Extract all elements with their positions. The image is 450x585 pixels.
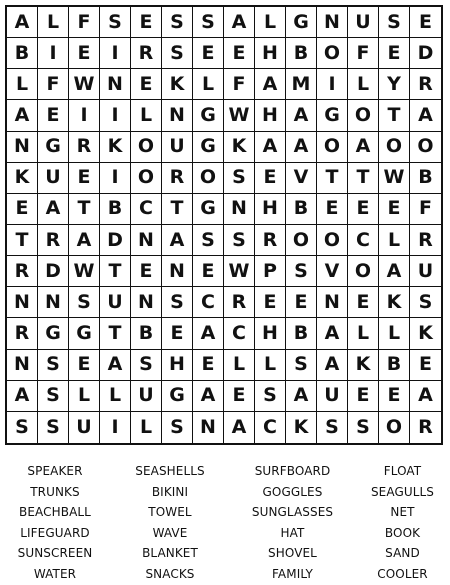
grid-cell[interactable]: T — [162, 194, 193, 225]
grid-cell[interactable]: S — [193, 7, 224, 38]
word-list-item: COOLER — [377, 566, 428, 581]
grid-cell[interactable]: H — [255, 318, 286, 349]
grid-cell[interactable]: B — [286, 194, 317, 225]
grid-cell[interactable]: T — [379, 100, 410, 131]
grid-cell[interactable]: A — [224, 7, 255, 38]
grid-cell[interactable]: T — [7, 225, 38, 256]
grid-cell[interactable]: M — [286, 69, 317, 100]
word-list-item: WATER — [33, 566, 77, 581]
grid-cell[interactable]: A — [38, 194, 69, 225]
grid-cell[interactable]: R — [418, 415, 433, 438]
grid-cell[interactable]: O — [193, 163, 224, 194]
grid-cell[interactable]: E — [193, 256, 224, 287]
grid-cell[interactable]: A — [317, 350, 348, 381]
grid-cell[interactable]: G — [38, 132, 69, 163]
grid-cell[interactable]: T — [100, 256, 131, 287]
grid-cell[interactable]: C — [348, 225, 379, 256]
grid-cell[interactable]: F — [69, 7, 100, 38]
grid-cell[interactable]: N — [162, 100, 193, 131]
grid-cell[interactable]: I — [100, 38, 131, 69]
grid-cell[interactable]: S — [286, 350, 317, 381]
grid-cell[interactable]: B — [7, 38, 38, 69]
grid-cell[interactable]: S — [162, 412, 193, 443]
grid-cell[interactable]: N — [100, 69, 131, 100]
grid-cell[interactable]: H — [255, 194, 286, 225]
grid-cell[interactable]: D — [100, 225, 131, 256]
grid-cell[interactable]: A — [379, 256, 410, 287]
grid-cell[interactable]: U — [38, 163, 69, 194]
grid-cell[interactable]: T — [348, 163, 379, 194]
grid-cell[interactable]: S — [379, 7, 410, 38]
grid-cell[interactable]: E — [348, 194, 379, 225]
word-list-item: SURFBOARD — [254, 464, 331, 478]
grid-cell[interactable]: O — [317, 225, 348, 256]
grid-cell[interactable]: S — [162, 38, 193, 69]
grid-cell[interactable]: E — [317, 194, 348, 225]
grid-cell[interactable]: R — [38, 225, 69, 256]
grid-cell[interactable]: U — [131, 381, 162, 412]
grid-cell[interactable]: L — [224, 350, 255, 381]
grid-cell[interactable]: O — [348, 100, 379, 131]
grid-cell[interactable]: H — [162, 350, 193, 381]
grid-cell[interactable]: G — [286, 7, 317, 38]
grid-cell[interactable]: I — [38, 38, 69, 69]
grid-cell[interactable]: D — [410, 38, 441, 69]
grid-cell[interactable]: O — [410, 132, 441, 163]
grid-cell[interactable]: A — [7, 7, 38, 38]
grid-cell[interactable]: S — [69, 287, 100, 318]
grid-cell[interactable]: L — [100, 381, 131, 412]
grid-cell[interactable]: N — [162, 256, 193, 287]
word-list-item: BLANKET — [142, 546, 198, 561]
grid-cell[interactable]: N — [131, 287, 162, 318]
word-list-item: BOOK — [384, 525, 421, 540]
grid-cell[interactable]: K — [100, 132, 131, 163]
grid-cell[interactable]: S — [224, 225, 255, 256]
grid-cell[interactable]: I — [100, 100, 131, 131]
grid-cell[interactable]: A — [224, 412, 255, 443]
grid-cell[interactable]: O — [286, 225, 317, 256]
word-list-item: NET — [390, 505, 415, 520]
grid-cell[interactable]: U — [348, 7, 379, 38]
grid-cell[interactable]: A — [286, 100, 317, 131]
grid-cell[interactable]: E — [348, 287, 379, 318]
grid-cell[interactable]: N — [7, 287, 38, 318]
grid-cell[interactable]: L — [69, 381, 100, 412]
word-list-item: SEASHELLS — [135, 464, 205, 478]
grid-cell[interactable]: A — [410, 100, 441, 131]
grid-cell[interactable]: A — [286, 381, 317, 412]
grid-cell[interactable]: G — [162, 381, 193, 412]
grid-cell[interactable]: N — [7, 350, 38, 381]
grid-cell[interactable]: E — [224, 381, 255, 412]
grid-cell[interactable]: I — [100, 163, 131, 194]
grid-cell[interactable]: A — [255, 132, 286, 163]
word-list — [0, 461, 450, 581]
grid-cell[interactable]: O — [131, 163, 162, 194]
word-list-item: BEACHBALL — [19, 505, 91, 520]
grid-cell[interactable]: A — [162, 225, 193, 256]
grid-cell[interactable]: E — [131, 69, 162, 100]
grid-cell[interactable]: G — [193, 100, 224, 131]
grid-cell[interactable]: A — [100, 350, 131, 381]
word-list-item: BIKINI — [151, 484, 189, 499]
grid-cell[interactable]: K — [410, 318, 441, 349]
grid-cell[interactable]: E — [69, 38, 100, 69]
grid-cell[interactable]: V — [317, 256, 348, 287]
grid-cell[interactable]: D — [38, 256, 69, 287]
grid-cell[interactable]: H — [255, 38, 286, 69]
grid-cell[interactable]: A — [193, 318, 224, 349]
grid-cell[interactable]: R — [131, 38, 162, 69]
grid-cell[interactable]: S — [224, 163, 255, 194]
grid-cell[interactable]: L — [38, 7, 69, 38]
grid-cell[interactable]: R — [410, 69, 441, 100]
grid-cell[interactable]: O — [348, 256, 379, 287]
grid-cell[interactable]: N — [193, 412, 224, 443]
grid-cell[interactable]: L — [255, 7, 286, 38]
word-list-item: SHOVEL — [268, 546, 317, 561]
grid-cell[interactable]: A — [286, 132, 317, 163]
word-list-item: SNACKS — [145, 566, 195, 581]
grid-cell[interactable]: E — [7, 194, 38, 225]
grid-cell[interactable]: L — [7, 69, 38, 100]
word-list-item: SUNSCREEN — [17, 546, 93, 561]
grid-cell[interactable]: E — [131, 7, 162, 38]
word-list-item: SUNGLASSES — [251, 505, 334, 520]
grid-cell[interactable]: E — [193, 350, 224, 381]
grid-cell[interactable]: K — [286, 412, 317, 443]
grid-cell[interactable]: A — [7, 100, 38, 131]
grid-cell[interactable]: F — [348, 38, 379, 69]
grid-cell[interactable]: L — [193, 69, 224, 100]
grid-cell[interactable]: E — [224, 38, 255, 69]
grid-cell[interactable]: A — [193, 381, 224, 412]
grid-cell[interactable]: U — [162, 132, 193, 163]
grid-cell[interactable]: R — [7, 318, 38, 349]
grid-cell[interactable]: S — [286, 256, 317, 287]
grid-cell[interactable]: O — [317, 132, 348, 163]
grid-cell[interactable]: C — [255, 412, 286, 443]
grid-cell[interactable]: E — [410, 7, 441, 38]
grid-cell[interactable]: N — [224, 194, 255, 225]
grid-cell[interactable]: T — [100, 318, 131, 349]
grid-cell[interactable]: E — [255, 163, 286, 194]
grid-cell[interactable]: E — [379, 38, 410, 69]
grid-cell[interactable]: O — [379, 132, 410, 163]
grid-cell[interactable]: S — [317, 412, 348, 443]
grid-cell[interactable]: K — [162, 69, 193, 100]
grid-cell[interactable]: G — [193, 132, 224, 163]
grid-cell[interactable]: C — [193, 287, 224, 318]
word-list-item: TRUNKS — [30, 484, 80, 499]
grid-cell[interactable]: W — [379, 163, 410, 194]
grid-cell[interactable]: S — [38, 350, 69, 381]
grid-cell[interactable]: A — [348, 132, 379, 163]
grid-cell[interactable]: E — [348, 381, 379, 412]
grid-cell[interactable]: U — [317, 381, 348, 412]
grid-cell[interactable]: B — [379, 350, 410, 381]
grid-cell[interactable]: B — [286, 38, 317, 69]
grid-cell[interactable]: A — [7, 381, 38, 412]
grid-cell[interactable]: R — [69, 132, 100, 163]
grid-cell[interactable]: L — [131, 100, 162, 131]
grid-cell[interactable]: H — [255, 100, 286, 131]
word-list-item: TOWEL — [148, 505, 192, 520]
grid-cell[interactable]: E — [410, 350, 441, 381]
grid-cell[interactable]: E — [69, 350, 100, 381]
grid-cell[interactable]: S — [100, 7, 131, 38]
grid-cell[interactable]: B — [100, 194, 131, 225]
grid-cell[interactable]: S — [38, 381, 69, 412]
grid-cell[interactable]: A — [69, 225, 100, 256]
grid-cell[interactable]: L — [255, 350, 286, 381]
grid-cell[interactable]: U — [69, 412, 100, 443]
grid-cell[interactable]: E — [379, 381, 410, 412]
grid-cell[interactable]: L — [348, 318, 379, 349]
letter-grid — [5, 5, 443, 445]
grid-cell[interactable]: E — [38, 100, 69, 131]
grid-cell[interactable]: G — [193, 194, 224, 225]
grid-cell[interactable]: R — [224, 287, 255, 318]
grid-cell[interactable]: E — [379, 194, 410, 225]
grid-cell[interactable]: C — [131, 194, 162, 225]
word-list-item: LIFEGUARD — [20, 525, 90, 540]
grid-cell[interactable]: K — [224, 132, 255, 163]
grid-cell[interactable]: S — [7, 412, 38, 443]
grid-cell[interactable]: K — [7, 163, 38, 194]
word-list-item: FLOAT — [383, 464, 422, 478]
grid-cell[interactable]: E — [131, 256, 162, 287]
word-list-item: FAMILY — [272, 566, 313, 581]
grid-cell[interactable]: F — [410, 194, 441, 225]
grid-cell[interactable]: I — [69, 100, 100, 131]
grid-cell[interactable]: O — [379, 412, 410, 443]
grid-cell[interactable]: W — [224, 256, 255, 287]
grid-cell[interactable]: N — [317, 7, 348, 38]
grid-cell[interactable]: P — [255, 256, 286, 287]
grid-cell[interactable]: A — [410, 381, 441, 412]
grid-cell[interactable]: B — [410, 163, 441, 194]
word-list-item: SAND — [385, 546, 420, 561]
grid-cell[interactable]: Y — [379, 69, 410, 100]
grid-cell[interactable]: W — [69, 69, 100, 100]
grid-cell[interactable]: S — [162, 7, 193, 38]
grid-cell[interactable]: B — [131, 318, 162, 349]
grid-cell[interactable]: S — [193, 225, 224, 256]
grid-cell[interactable]: N — [317, 287, 348, 318]
grid-cell[interactable]: I — [317, 69, 348, 100]
grid-cell[interactable]: O — [131, 132, 162, 163]
word-list-item: HAT — [280, 525, 305, 540]
word-list-item: SEAGULLS — [370, 484, 435, 499]
grid-cell[interactable]: T — [317, 163, 348, 194]
grid-cell[interactable]: W — [224, 100, 255, 131]
grid-cell[interactable]: N — [38, 287, 69, 318]
grid-cell[interactable]: E — [193, 38, 224, 69]
grid-cell[interactable]: E — [255, 287, 286, 318]
grid-cell[interactable]: A — [255, 69, 286, 100]
grid-cell[interactable]: U — [410, 256, 441, 287]
grid-cell[interactable]: L — [379, 318, 410, 349]
grid-cell[interactable]: S — [255, 381, 286, 412]
grid-cell[interactable]: C — [224, 318, 255, 349]
grid-cell[interactable]: W — [69, 256, 100, 287]
grid-cell[interactable]: T — [69, 194, 100, 225]
grid-cell[interactable]: E — [69, 163, 100, 194]
word-list-item: SPEAKER — [27, 464, 83, 478]
grid-cell[interactable]: B — [286, 318, 317, 349]
word-list-item: WAVE — [152, 525, 188, 540]
grid-cell[interactable]: L — [348, 69, 379, 100]
grid-cell[interactable]: V — [286, 163, 317, 194]
grid-cell[interactable]: K — [379, 287, 410, 318]
grid-cell[interactable]: S — [38, 412, 69, 443]
grid-cell[interactable]: G — [69, 318, 100, 349]
grid-cell[interactable]: R — [7, 256, 38, 287]
word-list-item: GOGGLES — [262, 484, 323, 499]
grid-cell[interactable]: R — [162, 163, 193, 194]
grid-cell[interactable]: O — [317, 38, 348, 69]
grid-cell[interactable]: N — [7, 132, 38, 163]
grid-cell[interactable]: N — [131, 225, 162, 256]
grid-cell[interactable]: F — [224, 69, 255, 100]
grid-cell[interactable]: S — [410, 287, 441, 318]
grid-cell[interactable]: A — [317, 318, 348, 349]
grid-cell[interactable]: L — [379, 225, 410, 256]
grid-cell[interactable]: S — [348, 412, 379, 443]
grid-cell[interactable]: E — [162, 318, 193, 349]
grid-cell[interactable]: U — [100, 287, 131, 318]
grid-cell[interactable]: R — [410, 225, 441, 256]
grid-cell[interactable]: I — [100, 412, 131, 443]
grid-cell[interactable]: R — [255, 225, 286, 256]
grid-cell[interactable]: G — [38, 318, 69, 349]
grid-cell[interactable]: S — [131, 350, 162, 381]
grid-cell[interactable]: F — [38, 69, 69, 100]
grid-cell[interactable]: K — [348, 350, 379, 381]
grid-cell[interactable]: G — [317, 100, 348, 131]
grid-cell[interactable]: S — [162, 287, 193, 318]
grid-cell[interactable]: E — [286, 287, 317, 318]
grid-cell[interactable]: L — [131, 412, 162, 443]
